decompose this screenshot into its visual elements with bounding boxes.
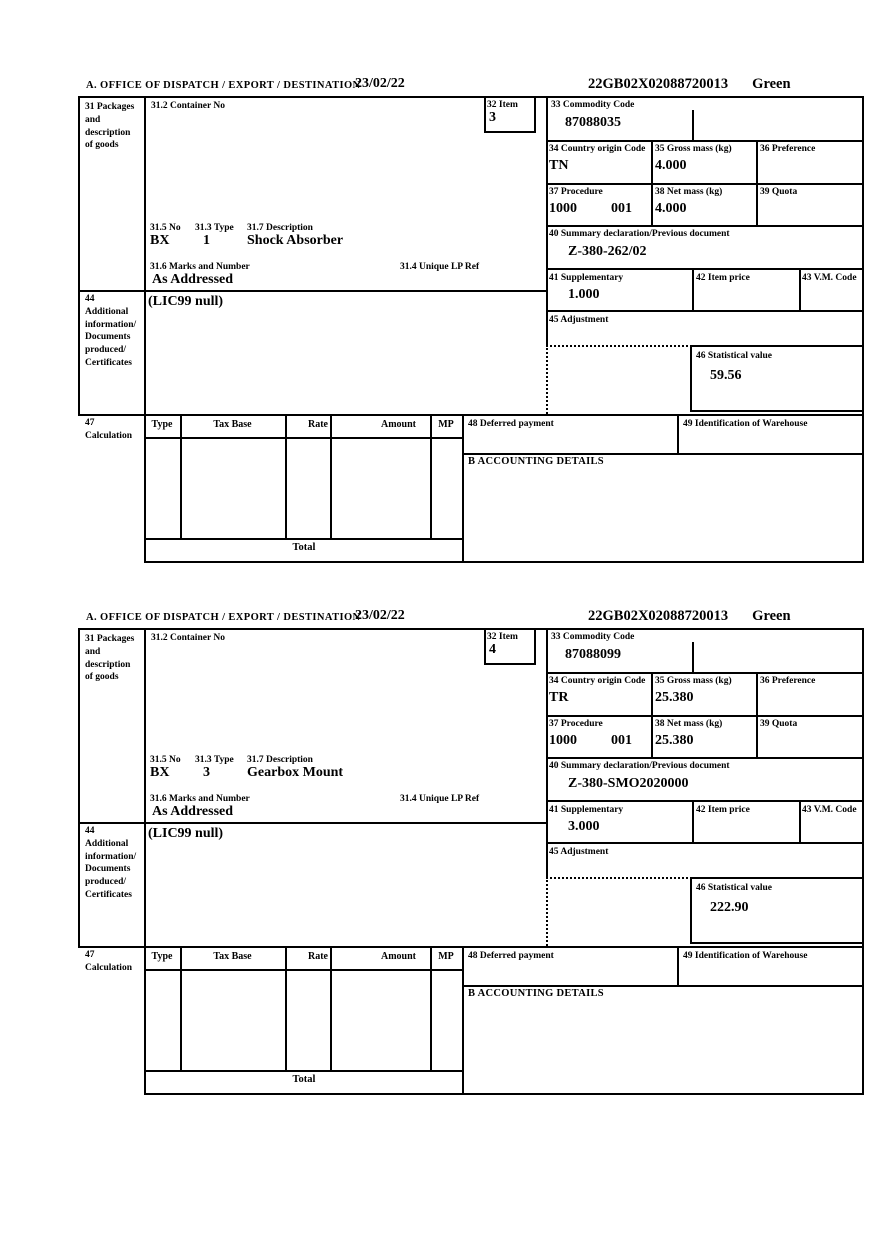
label-line: of goods [85, 672, 119, 683]
acceptance-date: 23/02/22 [355, 608, 405, 623]
box31-packages-label [85, 101, 143, 152]
package-type-value: 3 [203, 765, 210, 780]
divider-line [484, 96, 486, 131]
col-mp-header: MP [438, 419, 454, 430]
accounting-details-label: B ACCOUNTING DETAILS [468, 988, 604, 999]
label-line: 47 [85, 418, 95, 428]
total-row-label: Total [292, 542, 316, 553]
divider-line [692, 642, 694, 672]
item-number-value: 4 [489, 642, 496, 657]
label-line: and [85, 114, 101, 125]
divider-line [546, 715, 864, 717]
label-line: Calculation [85, 962, 132, 973]
box31-6-marks-label: 31.6 Marks and Number [150, 794, 250, 804]
divider-line [651, 140, 653, 225]
divider-line [799, 800, 801, 842]
box49-warehouse-label: 49 Identification of Warehouse [683, 419, 808, 429]
routing-status: Green [752, 76, 791, 92]
box38-net-mass-label: 38 Net mass (kg) [655, 187, 723, 197]
box31-7-description-label: 31.7 Description [247, 223, 313, 233]
supplementary-value: 1.000 [568, 287, 600, 302]
box39-quota-label: 39 Quota [760, 187, 798, 197]
net-mass-value: 4.000 [655, 201, 687, 216]
net-mass-value: 25.380 [655, 733, 694, 748]
divider-line [692, 268, 694, 310]
divider-line [690, 410, 864, 412]
divider-line [144, 538, 464, 540]
box44-additional-label [85, 825, 143, 902]
divider-line [692, 800, 694, 842]
label-line: produced/ [85, 345, 127, 356]
label-line: information/ [85, 319, 137, 330]
box38-net-mass-label: 38 Net mass (kg) [655, 719, 723, 729]
divider-line [78, 96, 80, 416]
box32-item-label: 32 Item [487, 100, 518, 110]
divider-line [690, 877, 692, 944]
divider-line [484, 131, 536, 133]
goods-description-value: Gearbox Mount [247, 765, 344, 780]
divider-line [484, 628, 486, 663]
divider-line [862, 96, 864, 563]
label-line: Additional [85, 306, 129, 317]
divider-line [546, 225, 864, 227]
box45-adjustment-label: 45 Adjustment [549, 847, 609, 857]
divider-line [534, 96, 536, 133]
entry-reference [588, 76, 791, 93]
dotted-divider-line [546, 877, 692, 879]
label-line: Certificates [85, 890, 132, 901]
col-rate-header: Rate [308, 419, 328, 430]
box43-vm-code-label: 43 V.M. Code [802, 273, 857, 283]
country-origin-value: TR [549, 690, 569, 705]
divider-line [144, 946, 146, 1095]
label-line: 47 [85, 950, 95, 960]
box31-4-lp-ref-label: 31.4 Unique LP Ref [400, 794, 480, 804]
col-tax-base-header: Tax Base [213, 951, 252, 962]
label-line: 31 Packages [85, 634, 135, 644]
label-line: 31 Packages [85, 102, 135, 112]
label-line: 44 [85, 826, 95, 836]
divider-line [78, 96, 864, 98]
divider-line [546, 672, 864, 674]
declaration-item-sheet-1 [78, 76, 864, 566]
divider-line [862, 628, 864, 1095]
box49-warehouse-label: 49 Identification of Warehouse [683, 951, 808, 961]
divider-line [546, 183, 864, 185]
box31-7-description-label: 31.7 Description [247, 755, 313, 765]
marks-and-number-value: As Addressed [152, 272, 234, 287]
box34-origin-label: 34 Country origin Code [549, 144, 646, 154]
divider-line [78, 628, 864, 630]
item-number-value: 3 [489, 110, 496, 125]
label-line: and [85, 646, 101, 657]
procedure-value: 1000 [549, 733, 577, 748]
divider-line [462, 453, 864, 455]
box41-supplementary-label: 41 Supplementary [549, 805, 624, 815]
statistical-value: 59.56 [710, 368, 742, 383]
box35-gross-mass-label: 35 Gross mass (kg) [655, 676, 732, 686]
label-line: Calculation [85, 430, 132, 441]
box35-gross-mass-label: 35 Gross mass (kg) [655, 144, 732, 154]
package-no-value: BX [150, 233, 170, 248]
commodity-code-value: 87088099 [565, 647, 621, 662]
entry-number: 22GB02X02088720013 [588, 76, 729, 92]
box44-additional-label [85, 293, 143, 370]
office-of-dispatch-label: A. OFFICE OF DISPATCH / EXPORT / DESTINATION [86, 612, 361, 623]
box40-previous-doc-label: 40 Summary declaration/Previous document [549, 761, 730, 771]
divider-line [690, 345, 864, 347]
divider-line [462, 414, 464, 563]
label-line: 44 [85, 294, 95, 304]
gross-mass-value: 4.000 [655, 158, 687, 173]
label-line: of goods [85, 140, 119, 151]
gross-mass-value: 25.380 [655, 690, 694, 705]
declaration-item-sheet-2 [78, 608, 864, 1098]
divider-line [144, 414, 146, 563]
col-rate-header: Rate [308, 951, 328, 962]
box43-vm-code-label: 43 V.M. Code [802, 805, 857, 815]
label-line: Additional [85, 838, 129, 849]
divider-line [546, 842, 864, 844]
label-line: description [85, 659, 131, 670]
box37-procedure-label: 37 Procedure [549, 719, 603, 729]
commodity-code-value: 87088035 [565, 115, 621, 130]
dotted-divider-line [546, 345, 692, 347]
box48-deferred-label: 48 Deferred payment [468, 951, 554, 961]
procedure-ext-value: 001 [611, 201, 632, 216]
col-type-header: Type [151, 419, 173, 430]
divider-line [78, 290, 548, 292]
label-line: Documents [85, 864, 131, 875]
divider-line [690, 877, 864, 879]
box31-5-no-label: 31.5 No [150, 223, 181, 233]
box41-supplementary-label: 41 Supplementary [549, 273, 624, 283]
total-row-label: Total [292, 1074, 316, 1085]
divider-line [756, 140, 758, 225]
divider-line [144, 1070, 464, 1072]
col-amount-header: Amount [380, 419, 416, 430]
box31-2-container-label: 31.2 Container No [151, 633, 225, 643]
box42-item-price-label: 42 Item price [696, 805, 750, 815]
divider-line [78, 946, 864, 948]
divider-line [546, 757, 864, 759]
previous-document-value: Z-380-SMO2020000 [568, 776, 689, 791]
divider-line [651, 672, 653, 757]
box33-commodity-label: 33 Commodity Code [551, 632, 635, 642]
col-mp-header: MP [438, 951, 454, 962]
procedure-ext-value: 001 [611, 733, 632, 748]
box46-statistical-label: 46 Statistical value [696, 883, 772, 893]
col-amount-header: Amount [380, 951, 416, 962]
label-line: Documents [85, 332, 131, 343]
box36-preference-label: 36 Preference [760, 676, 816, 686]
divider-line [546, 140, 864, 142]
box31-packages-label [85, 633, 143, 684]
box48-deferred-label: 48 Deferred payment [468, 419, 554, 429]
divider-line [546, 310, 864, 312]
divider-line [144, 96, 146, 414]
dotted-divider-line [546, 345, 548, 414]
divider-line [799, 268, 801, 310]
box42-item-price-label: 42 Item price [696, 273, 750, 283]
entry-reference [588, 608, 791, 625]
package-type-value: 1 [203, 233, 210, 248]
goods-description-value: Shock Absorber [247, 233, 344, 248]
box39-quota-label: 39 Quota [760, 719, 798, 729]
divider-line [690, 345, 692, 412]
divider-line [144, 437, 464, 439]
divider-line [78, 414, 864, 416]
box31-3-type-label: 31.3 Type [195, 755, 234, 765]
box40-previous-doc-label: 40 Summary declaration/Previous document [549, 229, 730, 239]
accounting-details-label: B ACCOUNTING DETAILS [468, 456, 604, 467]
routing-status: Green [752, 608, 791, 624]
label-line: Certificates [85, 358, 132, 369]
entry-number: 22GB02X02088720013 [588, 608, 729, 624]
divider-line [78, 628, 80, 948]
box32-item-label: 32 Item [487, 632, 518, 642]
additional-information-value: (LIC99 null) [148, 826, 224, 841]
additional-information-value: (LIC99 null) [148, 294, 224, 309]
box31-2-container-label: 31.2 Container No [151, 101, 225, 111]
divider-line [144, 1093, 864, 1095]
label-line: description [85, 127, 131, 138]
label-line: information/ [85, 851, 137, 862]
box36-preference-label: 36 Preference [760, 144, 816, 154]
package-no-value: BX [150, 765, 170, 780]
divider-line [546, 628, 548, 877]
label-line: produced/ [85, 877, 127, 888]
statistical-value: 222.90 [710, 900, 749, 915]
divider-line [534, 628, 536, 665]
box31-3-type-label: 31.3 Type [195, 223, 234, 233]
supplementary-value: 3.000 [568, 819, 600, 834]
divider-line [462, 946, 464, 1095]
divider-line [546, 800, 864, 802]
box45-adjustment-label: 45 Adjustment [549, 315, 609, 325]
divider-line [144, 969, 464, 971]
country-origin-value: TN [549, 158, 569, 173]
divider-line [546, 268, 864, 270]
box46-statistical-label: 46 Statistical value [696, 351, 772, 361]
col-tax-base-header: Tax Base [213, 419, 252, 430]
divider-line [546, 96, 548, 345]
box37-procedure-label: 37 Procedure [549, 187, 603, 197]
box33-commodity-label: 33 Commodity Code [551, 100, 635, 110]
divider-line [78, 822, 548, 824]
divider-line [144, 561, 864, 563]
dotted-divider-line [546, 877, 548, 946]
marks-and-number-value: As Addressed [152, 804, 234, 819]
col-type-header: Type [151, 951, 173, 962]
divider-line [484, 663, 536, 665]
divider-line [756, 672, 758, 757]
divider-line [462, 985, 864, 987]
divider-line [690, 942, 864, 944]
box31-4-lp-ref-label: 31.4 Unique LP Ref [400, 262, 480, 272]
box34-origin-label: 34 Country origin Code [549, 676, 646, 686]
office-of-dispatch-label: A. OFFICE OF DISPATCH / EXPORT / DESTINATION [86, 80, 361, 91]
divider-line [692, 110, 694, 140]
acceptance-date: 23/02/22 [355, 76, 405, 91]
procedure-value: 1000 [549, 201, 577, 216]
box31-6-marks-label: 31.6 Marks and Number [150, 262, 250, 272]
previous-document-value: Z-380-262/02 [568, 244, 647, 259]
divider-line [144, 628, 146, 946]
box31-5-no-label: 31.5 No [150, 755, 181, 765]
